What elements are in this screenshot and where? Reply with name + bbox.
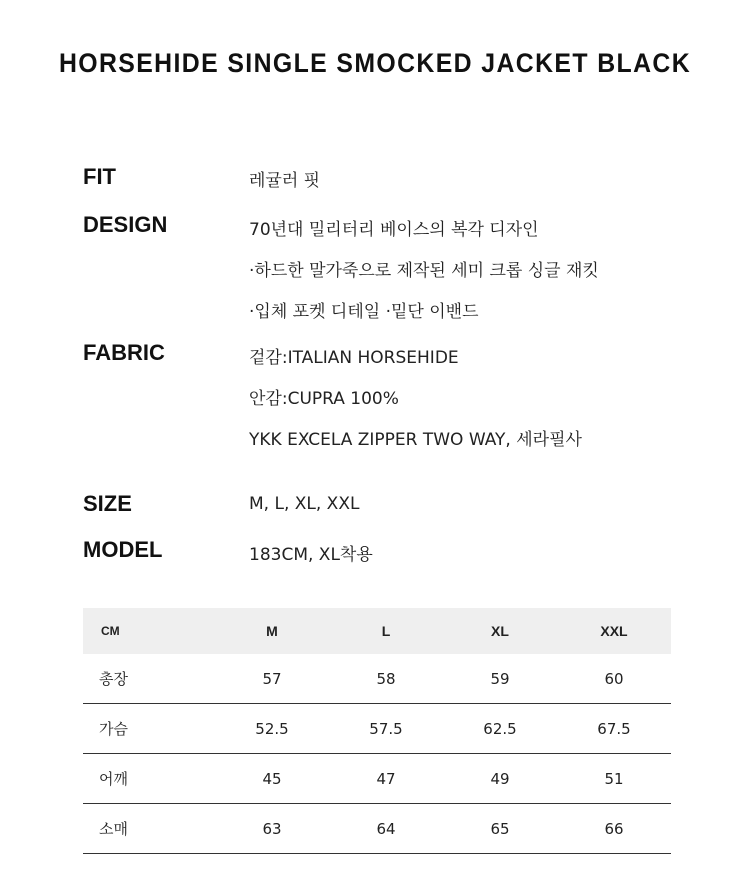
header-unit: CM [83,608,215,654]
size-value: M, L, XL, XXL [249,494,360,514]
table-cell: 63 [215,804,329,854]
fit-label: FIT [83,164,116,189]
header-size-l: L [329,608,443,654]
row-label: 소매 [83,804,215,854]
table-row-chest [83,704,671,754]
fabric-line-3: YKK EXCELA ZIPPER TWO WAY, 세라필사 [249,430,582,450]
fit-value: 레귤러 핏 [249,171,321,191]
header-size-xxl: XXL [557,608,671,654]
table-cell: 45 [215,754,329,804]
table-row-length [83,654,671,704]
table-row-sleeve [83,804,671,854]
table-cell: 57 [215,654,329,704]
table-cell: 66 [557,804,671,854]
table-cell: 62.5 [443,704,557,754]
fabric-line-1: 겉감:ITALIAN HORSEHIDE [249,348,459,368]
model-value: 183CM, XL착용 [249,545,373,565]
fabric-line-2: 안감:CUPRA 100% [249,389,399,409]
row-label: 가슴 [83,704,215,754]
row-label: 총장 [83,654,215,704]
table-cell: 51 [557,754,671,804]
table-cell: 59 [443,654,557,704]
model-label: MODEL [83,537,163,562]
header-size-m: M [215,608,329,654]
table-cell: 57.5 [329,704,443,754]
table-cell: 60 [557,654,671,704]
design-label: DESIGN [83,212,168,237]
table-row-shoulder [83,754,671,804]
row-label: 어깨 [83,754,215,804]
table-cell: 64 [329,804,443,854]
table-cell: 47 [329,754,443,804]
table-cell: 49 [443,754,557,804]
design-line-2: ·하드한 말가죽으로 제작된 세미 크롭 싱글 재킷 [249,261,599,281]
size-label: SIZE [83,491,132,516]
size-table-header [83,608,671,654]
fabric-label: FABRIC [83,340,165,365]
size-table [83,608,671,854]
design-line-1: 70년대 밀리터리 베이스의 복각 디자인 [249,220,539,240]
header-size-xl: XL [443,608,557,654]
table-cell: 52.5 [215,704,329,754]
product-title: HORSEHIDE SINGLE SMOCKED JACKET BLACK [58,48,692,78]
table-cell: 65 [443,804,557,854]
table-cell: 67.5 [557,704,671,754]
table-cell: 58 [329,654,443,704]
design-line-3: ·입체 포켓 디테일 ·밑단 이밴드 [249,302,479,322]
